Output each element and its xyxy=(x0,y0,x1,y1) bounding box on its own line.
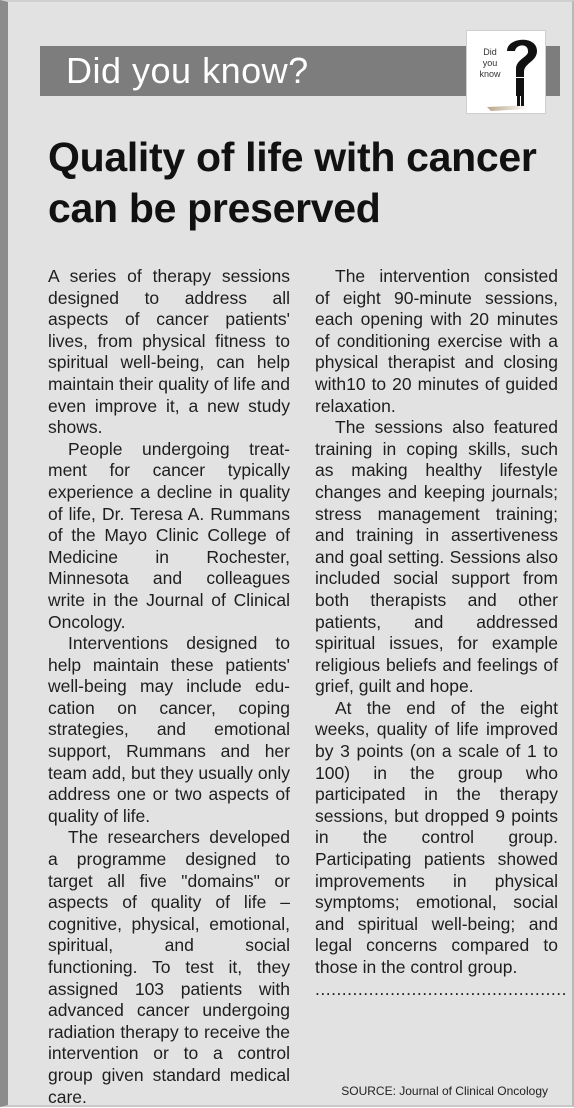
logo-text-line: Did xyxy=(483,47,497,57)
headline-line-1: Quality of life with cancer xyxy=(48,134,537,180)
logo-text-line: know xyxy=(479,69,501,79)
paragraph: The researchers developed a programme designed to target all five "domains" or aspects of quality of life – cognitive, physical, emotional, spiritual, and social functioning. To test it, they assigned 103 patients with advanced cancer undergoing radiation therapy to receive the intervention or to a control group given standard medical care. xyxy=(48,827,290,1107)
paragraph: At the end of the eight weeks, quality of life improved by 3 points (on a scale of 1 to 100) in the group who participated in the therapy sessions, but dropped 9 points in the control group. Participating patients showed improvements in physical symptoms; emotional, social and spiritual well-being; and legal concerns compared to those in the control group. xyxy=(315,697,558,977)
article-headline xyxy=(48,132,568,234)
paragraph: Interventions designed to help maintain these patients' well-being may include education on cancer, coping strategies, and emotional support, Rummans and her team add, but they usually only address one or two aspects of quality of life. xyxy=(48,633,290,826)
paragraph: The intervention consisted of eight 90-minute sessions, each opening with 20 minutes of conditioning exercise with a physical therapist and closing with10 to 20 minutes of guided relaxation. xyxy=(315,266,558,416)
right-column xyxy=(315,266,568,1000)
source-credit: SOURCE: Journal of Clinical Oncology xyxy=(341,1084,548,1098)
headline-line-2: can be preserved xyxy=(48,185,381,231)
paragraph: The sessions also featured training in coping skills, such as making healthy lifestyle changes and keeping journals; stress management training; and training in assertiveness and goal setting. Sessions also included social support from both therapists and other patients, and addressed spiritual issues, for example religious beliefs and feelings of grief, guilt and hope. xyxy=(315,417,558,697)
left-column xyxy=(48,266,290,1108)
logo-text xyxy=(471,47,509,80)
did-you-know-logo xyxy=(466,30,546,114)
paragraph: A series of therapy sessions designed to address all aspects of cancer patients' lives, from physical fitness to spiritual well-being, can help maintain their quality of life and even improve it, a new study shows. xyxy=(48,266,290,438)
paragraph: People undergoing treatment for cancer typically experience a decline in quality of life, Dr. Teresa A. Rummans of the Mayo Clinic College of Medicine in Rochester, Minnesota and colleagues write in the Journal of Clinical Oncology. xyxy=(48,438,290,632)
banner-title: Did you know? xyxy=(66,50,309,91)
dotted-separator: ............................................... xyxy=(315,978,568,999)
logo-text-line: you xyxy=(482,58,498,68)
